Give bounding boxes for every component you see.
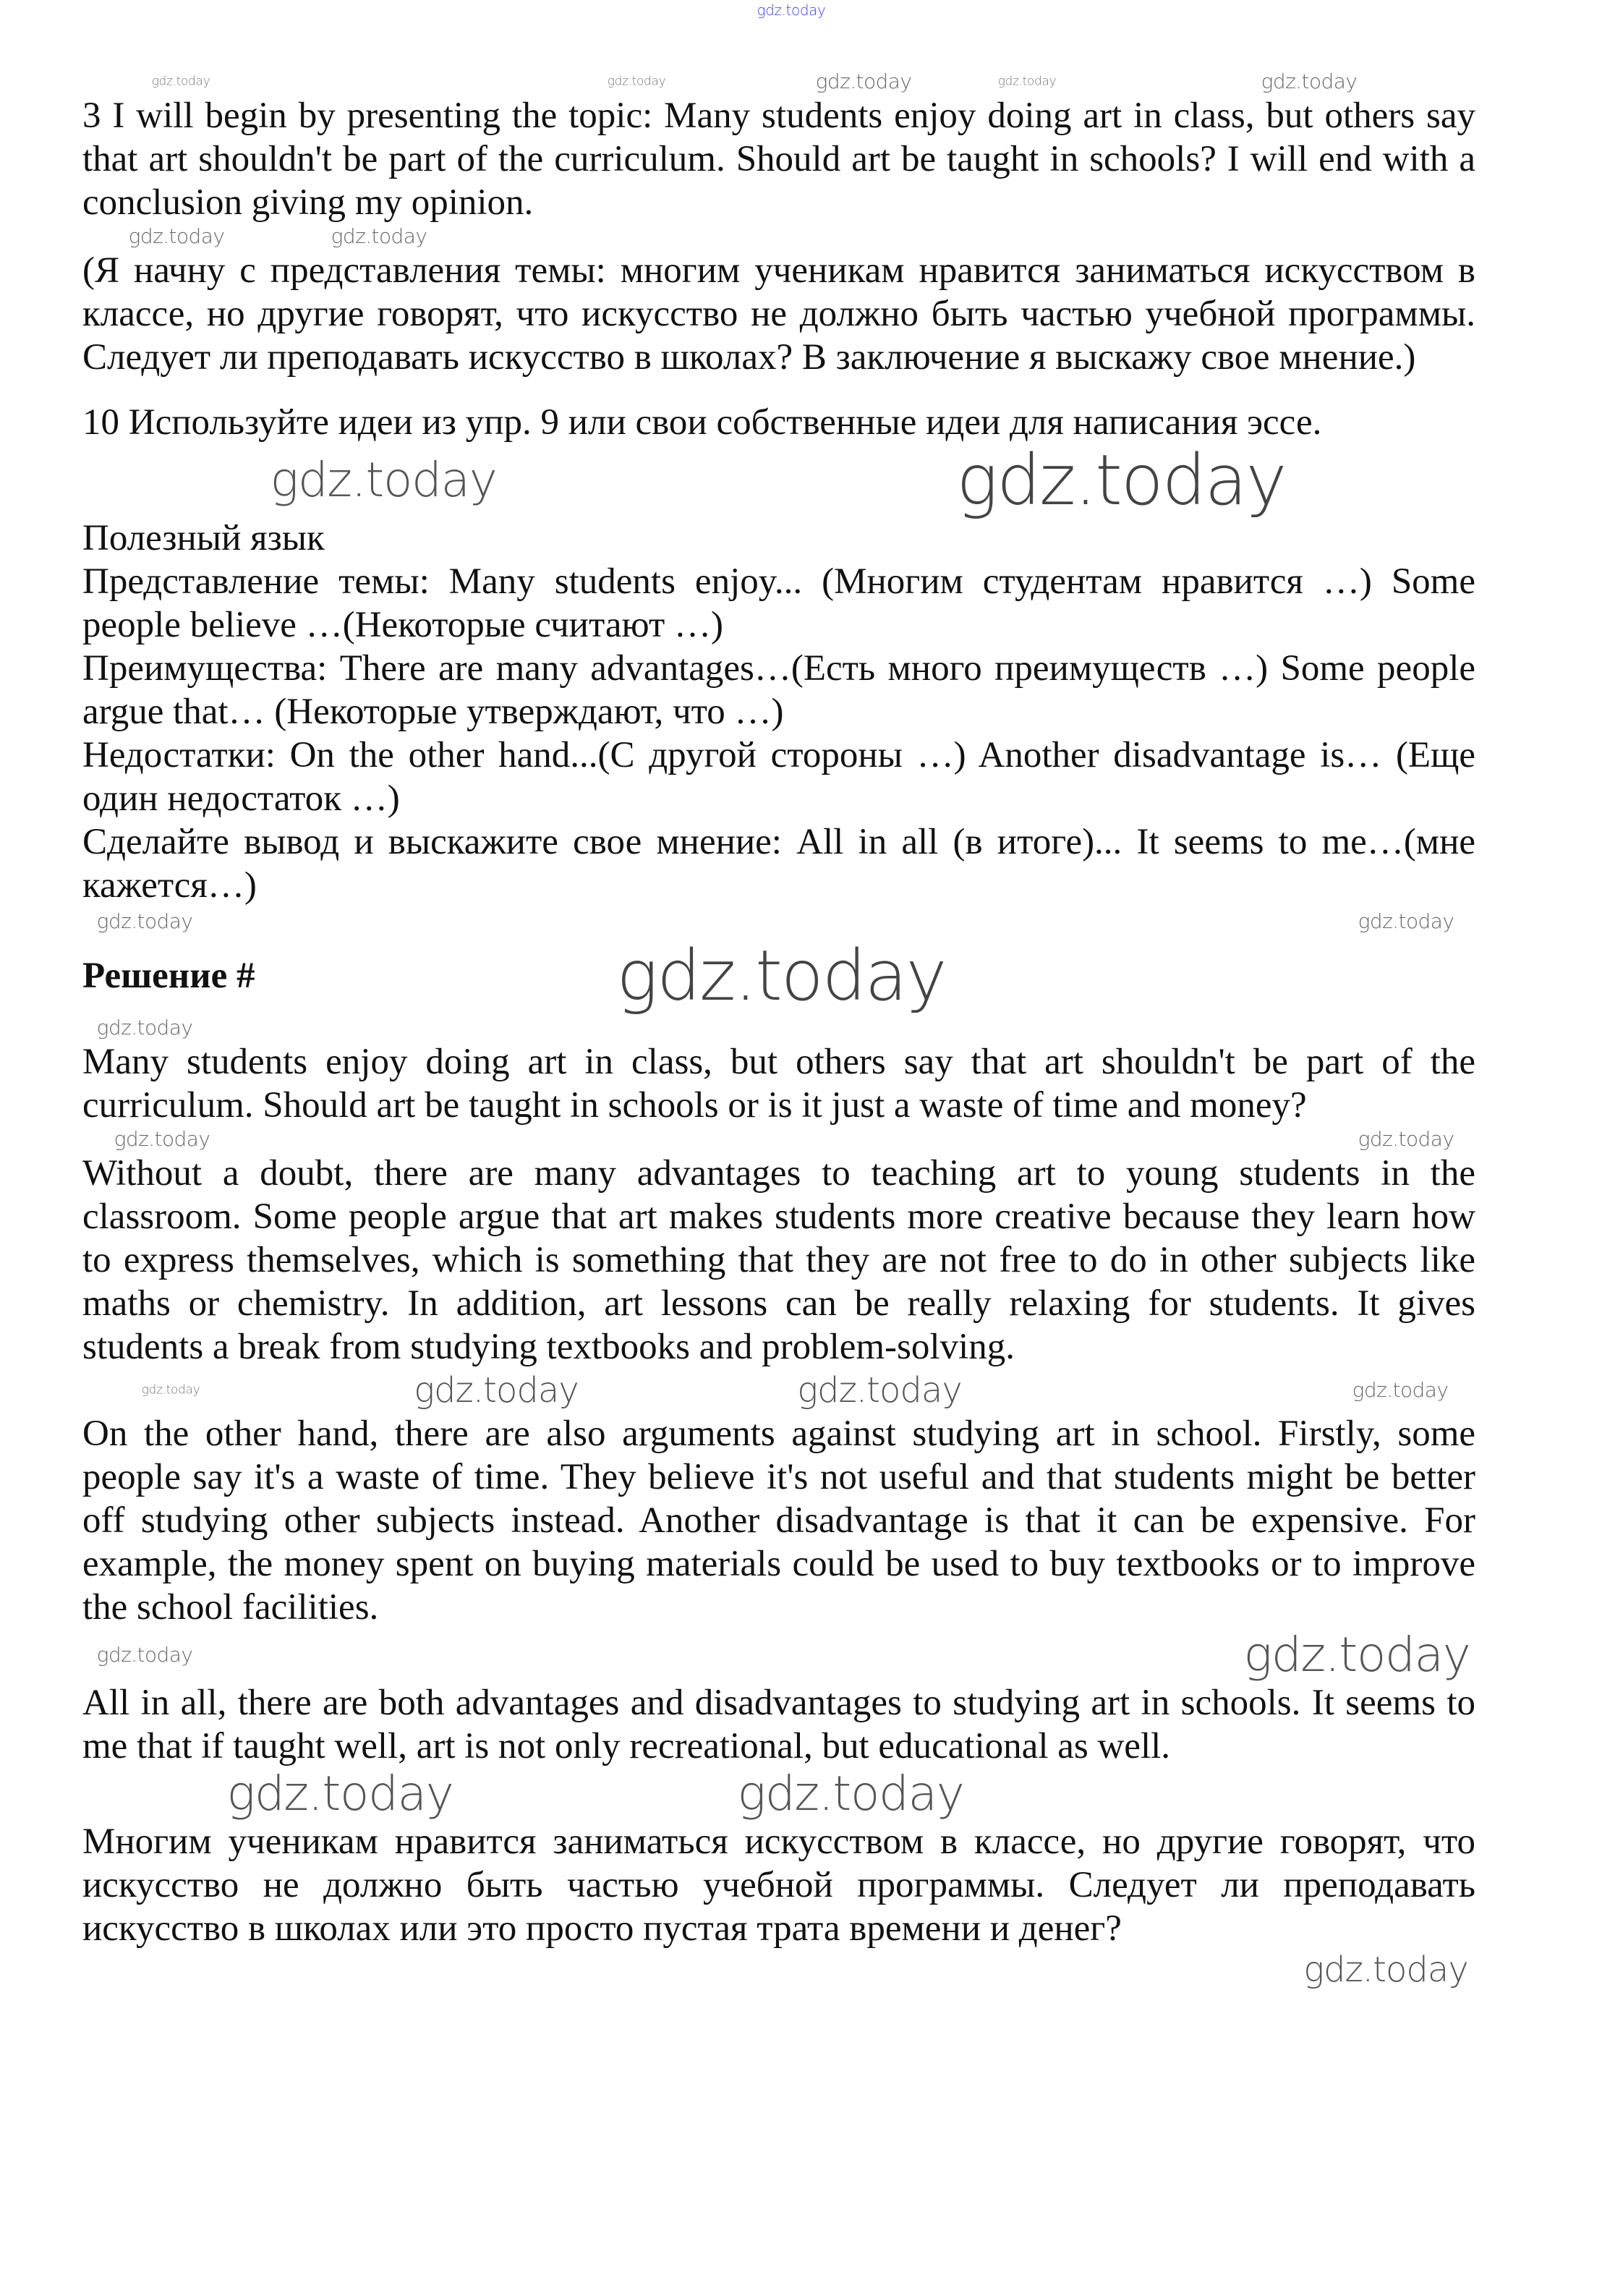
solution-heading: Решение # (82, 956, 255, 996)
watermark: gdz.today (151, 74, 210, 89)
solution-heading-row (82, 936, 1475, 1016)
spacer (82, 379, 1475, 401)
watermark: gdz.today (616, 935, 946, 1016)
watermark: gdz.today (1303, 1950, 1468, 1990)
watermark: gdz.today (757, 1, 826, 19)
solution-essay (82, 1040, 1475, 1768)
task10-block (82, 401, 1475, 907)
watermark: gdz.today (956, 440, 1286, 521)
watermark-row (82, 1369, 1475, 1412)
watermark-row (82, 907, 1475, 936)
watermark: gdz.today (1358, 1127, 1454, 1151)
translation-paragraph: Многим ученикам нравится заниматься искусством в классе, но другие говорят, что искусство не должно быть частью учебной программы. Следует ли преподавать искусство в школах или это просто пустая трата времени и денег? (82, 1821, 1475, 1949)
watermark: gdz.today (226, 1766, 453, 1821)
watermark: gdz.today (737, 1766, 964, 1821)
watermark-row (82, 224, 1475, 249)
watermark: gdz.today (607, 74, 666, 89)
watermark: gdz.today (96, 1016, 193, 1039)
watermark-row (82, 1950, 1475, 1989)
watermark: gdz.today (1352, 1378, 1449, 1402)
watermark-row (82, 1768, 1475, 1820)
watermark: gdz.today (815, 69, 912, 93)
essay-paragraph: All in all, there are both advantages and disadvantages to studying art in schools. It seems to me that if taught well, art is not only recreational, but educational as well. (82, 1683, 1475, 1766)
watermark: gdz.today (114, 1127, 210, 1151)
essay-paragraph: Without a doubt, there are many advantages to teaching art to young students in the classroom. Some people argue that art makes students more creative because they learn how to express themselves, which is something that they are not free to do in other subjects like maths or chemistry. In addition, art lessons can be really relaxing for students. It gives students a break from studying textbooks and problem-solving. (82, 1153, 1475, 1367)
task3-russian: (Я начну с представления темы: многим ученикам нравится заниматься искусством в классе, но другие говорят, что искусство не должно быть частью учебной программы. Следует ли преподавать искусство в школах? В заключение я выскажу свое мнение.) (82, 250, 1475, 378)
watermark-row (82, 69, 1475, 94)
watermark-row (82, 440, 1475, 521)
watermark: gdz.today (128, 224, 225, 248)
watermark-row (82, 1127, 1475, 1152)
watermark: gdz.today (96, 909, 193, 933)
watermark: gdz.today (141, 1382, 200, 1398)
watermark: gdz.today (1261, 69, 1358, 93)
watermark: gdz.today (1243, 1627, 1470, 1683)
useful-language-item: Сделайте вывод и выскажите свое мнение: All in all (в итоге)... It seems to me…(мне кажется…) (82, 822, 1475, 906)
task3-english: 3 I will begin by presenting the topic: Many students enjoy doing art in class, but others say that art shouldn't be part of the curriculum. Should art be taught in schools? I will end with a conclusion giving my opinion. (82, 95, 1475, 223)
watermark: gdz.today (331, 224, 427, 248)
watermark: gdz.today (997, 74, 1057, 89)
watermark: gdz.today (1358, 909, 1454, 933)
watermark-row (82, 1016, 1475, 1040)
task3-block (82, 94, 1475, 379)
watermark: gdz.today (96, 1643, 193, 1667)
watermark: gdz.today (414, 1370, 579, 1411)
useful-language-item: Недостатки: On the other hand...(С другой стороны …) Another disadvantage is… (Еще один недостаток …) (82, 735, 1475, 819)
watermark-row (82, 1629, 1475, 1681)
useful-language-title: Полезный язык (82, 518, 325, 558)
useful-language-item: Преимущества: There are many advantages…(Есть много преимуществ …) Some people argue that… (Некоторые утверждают, что …) (82, 648, 1475, 732)
essay-paragraph: Many students enjoy doing art in class, but others say that art shouldn't be part of the curriculum. Should art be taught in schools or is it just a waste of time and money? (82, 1042, 1475, 1126)
essay-paragraph: On the other hand, there are also arguments against studying art in school. Firstly, some people say it's a waste of time. They believe it's not useful and that students might be better off studying other subjects instead. Another disadvantage is that it can be expensive. For example, the money spent on buying materials could be used to buy textbooks or to improve the school facilities. (82, 1413, 1475, 1628)
watermark: gdz.today (270, 452, 497, 508)
solution-translation (82, 1820, 1475, 1950)
task10-instruction: 10 Используйте идеи из упр. 9 или свои собственные идеи для написания эссе. (82, 402, 1322, 443)
useful-language-item: Представление темы: Many students enjoy... (Многим студентам нравится …) Some people believe …(Некоторые считают …) (82, 561, 1475, 645)
watermark: gdz.today (797, 1370, 962, 1411)
